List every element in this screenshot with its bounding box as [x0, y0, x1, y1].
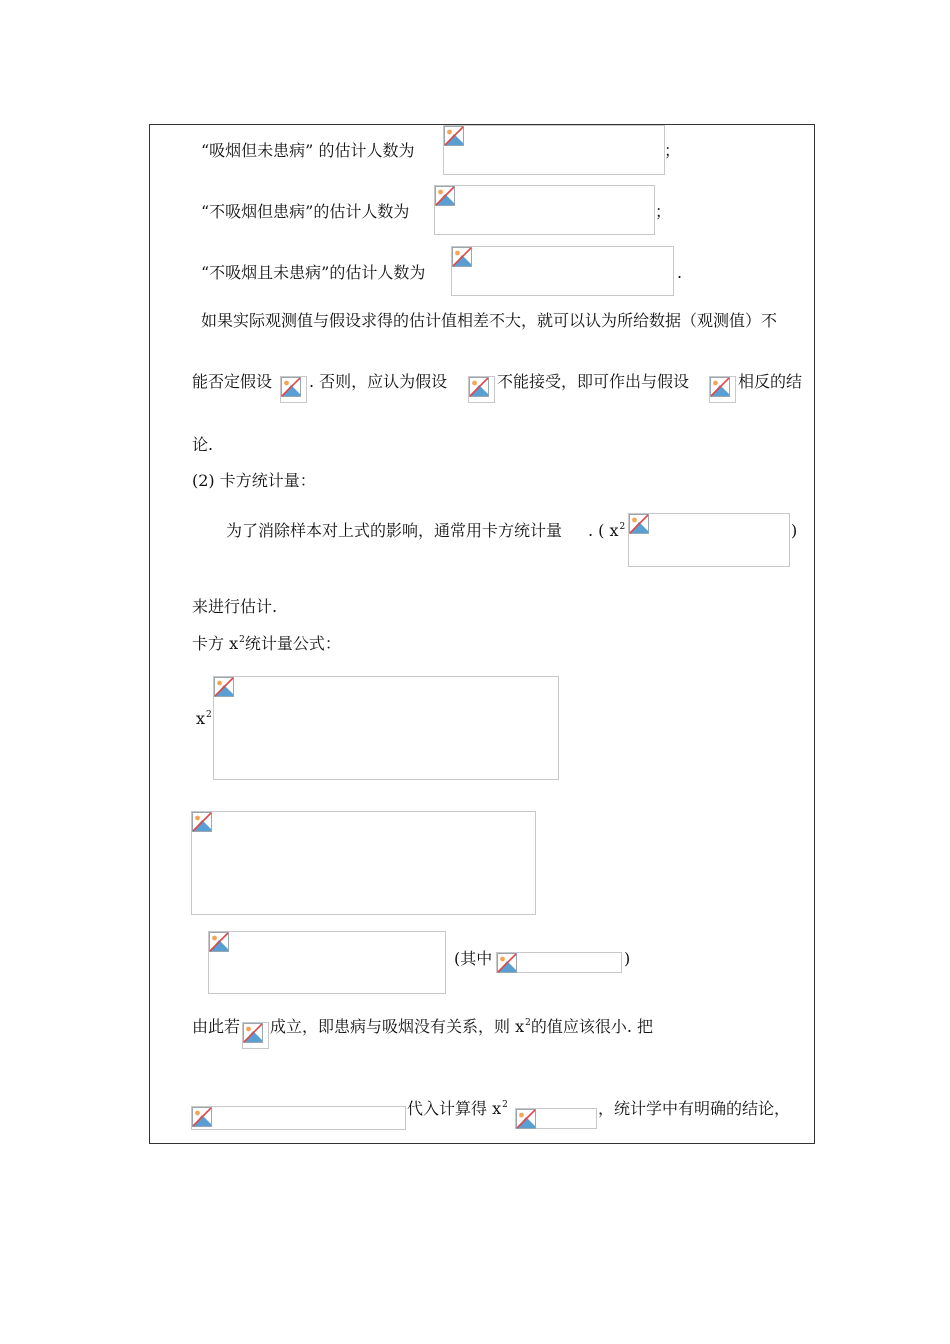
formula-image-block-3	[208, 931, 446, 994]
section-heading-2: (2) 卡方统计量：	[192, 471, 316, 490]
text-period-3: .	[677, 263, 683, 282]
formula-image-h0-c	[709, 376, 736, 403]
broken-image-icon	[192, 1107, 212, 1127]
formula-image-chi	[628, 513, 790, 567]
text-p8a: 代入计算得 $x^2$	[407, 1099, 508, 1118]
text-p6: 卡方 $x^2$统计量公式：	[192, 634, 341, 653]
text-paragraph-1: 如果实际观测值与假设求得的估计值相差不大，就可以认为所给数据（观测值）不	[201, 311, 778, 330]
formula-image-h0-a	[280, 376, 307, 403]
broken-image-icon	[710, 377, 730, 397]
broken-image-icon	[243, 1023, 263, 1043]
text-p2c: 不能接受，即可作出与假设	[497, 372, 690, 391]
broken-image-icon	[444, 126, 464, 146]
text-p7b: 成立，即患病与吸烟没有关系，则 $x^2$的值应该很小. 把	[270, 1017, 654, 1036]
broken-image-icon	[214, 677, 234, 697]
formula-image-1	[443, 125, 665, 175]
text-p2a: 能否定假设	[192, 372, 273, 391]
formula-image-substitute	[191, 1106, 406, 1130]
text-line-3: “不吸烟且未患病”的估计人数为	[201, 263, 426, 282]
formula-image-h0-b	[468, 376, 495, 403]
broken-image-icon	[497, 953, 517, 973]
formula-image-block-2	[191, 811, 536, 915]
text-p4-close: )	[791, 521, 798, 540]
text-p7a: 由此若	[192, 1017, 241, 1036]
broken-image-icon	[435, 186, 455, 206]
text-p2b: . 否则，应认为假设	[309, 372, 448, 391]
text-p8b: ，统计学中有明确的结论，	[598, 1099, 791, 1118]
text-p5: 来进行估计.	[192, 597, 278, 616]
text-p2d: 相反的结	[738, 372, 803, 391]
broken-image-icon	[516, 1109, 536, 1129]
broken-image-icon	[469, 377, 489, 397]
text-line-1: “吸烟但未患病” 的估计人数为	[201, 141, 415, 160]
broken-image-icon	[452, 247, 472, 267]
broken-image-icon	[281, 377, 301, 397]
broken-image-icon	[209, 932, 229, 952]
formula-image-chi-formula	[213, 676, 559, 780]
text-qizhong-open: (其中	[454, 949, 493, 968]
formula-image-h0-d	[242, 1022, 269, 1049]
broken-image-icon	[629, 514, 649, 534]
text-p4: 为了消除样本对上式的影响，通常用卡方统计量	[226, 521, 563, 540]
formula-image-qizhong	[496, 952, 622, 973]
formula-image-2	[434, 185, 655, 235]
text-qizhong-close: )	[624, 949, 631, 968]
text-p4-open: . ( $x^2$	[588, 521, 626, 540]
formula-image-3	[451, 246, 674, 296]
broken-image-icon	[192, 812, 212, 832]
text-p3: 论.	[192, 435, 214, 454]
text-semicolon-1: ；	[664, 141, 681, 160]
text-semicolon-2: ；	[655, 202, 672, 221]
text-line-2: “不吸烟但患病”的估计人数为	[201, 202, 410, 221]
formula-image-result	[515, 1108, 597, 1129]
text-x2-label: $x^2$	[196, 709, 212, 728]
